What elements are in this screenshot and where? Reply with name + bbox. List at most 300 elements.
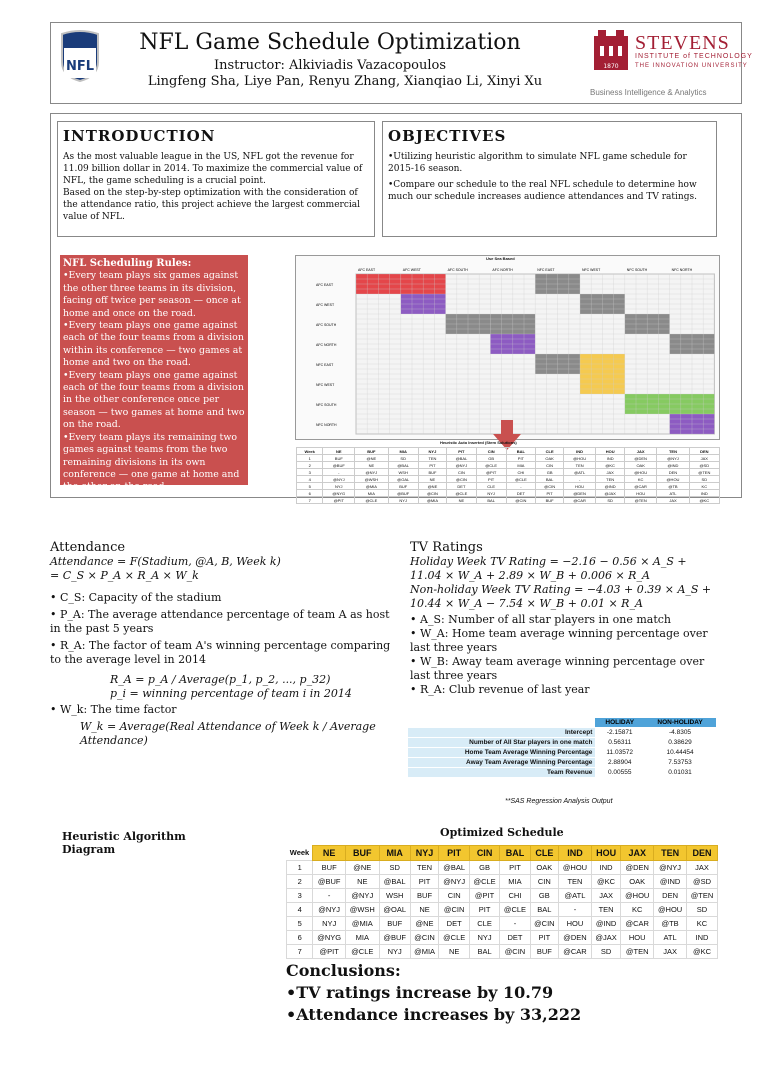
table-cell: @MIA xyxy=(355,483,388,490)
table-cell: @IND xyxy=(596,483,625,490)
program-name: Business Intelligence & Analytics xyxy=(590,88,707,97)
table-cell: @PIT xyxy=(313,945,345,959)
table-cell: TEN xyxy=(559,875,592,889)
table-cell: 0.56311 xyxy=(595,738,644,748)
table-cell: NYJ xyxy=(323,483,355,490)
schedule-header: CIN xyxy=(469,846,499,861)
table-cell: BAL xyxy=(536,476,564,483)
table-cell: Away Team Average Winning Percentage xyxy=(408,758,595,768)
table-cell: @BUF xyxy=(388,490,418,497)
table-cell: BAL xyxy=(469,945,499,959)
table-row xyxy=(297,476,720,483)
table-cell: MIA xyxy=(500,875,530,889)
table-cell: CIN xyxy=(439,889,469,903)
table-cell: @HOU xyxy=(559,861,592,875)
regression-header: NON-HOLIDAY xyxy=(644,718,716,728)
nfl-logo-text: NFL xyxy=(65,59,95,74)
authors: Lingfeng Sha, Liye Pan, Renyu Zhang, Xianqiao Li, Xinyi Xu xyxy=(147,74,543,89)
table-cell: OAK xyxy=(621,875,654,889)
table-row xyxy=(408,758,716,768)
table-cell: WSH xyxy=(379,889,410,903)
table-cell: @KC xyxy=(687,945,718,959)
rule-3: •Every team plays one game against each of the four teams from a division in the other conference once per season — two games at home and two on the road. xyxy=(63,369,245,431)
table-cell: BUF xyxy=(530,945,558,959)
table-cell: 0.38629 xyxy=(644,738,716,748)
table-cell: @CLE xyxy=(476,462,506,469)
table-cell: TEN xyxy=(410,861,439,875)
table-cell: @CLE xyxy=(500,903,530,917)
schedule-header: HOU xyxy=(591,846,620,861)
table-cell: @MIA xyxy=(410,945,439,959)
table-row xyxy=(408,768,716,778)
table-cell: @KC xyxy=(596,462,625,469)
conclusions xyxy=(286,960,581,1026)
table-cell: @SD xyxy=(689,462,719,469)
table-cell: @CIN xyxy=(418,490,446,497)
table-cell: BUF xyxy=(313,861,345,875)
table-cell: @JAX xyxy=(591,931,620,945)
table-cell: NE xyxy=(410,903,439,917)
table-cell: @NYG xyxy=(313,931,345,945)
rules-heading: NFL Scheduling Rules: xyxy=(63,258,192,269)
small-schedule-header: IND xyxy=(563,448,595,455)
table-cell: 2 xyxy=(297,462,323,469)
table-cell: OAK xyxy=(536,455,564,462)
table-cell: 7 xyxy=(287,945,313,959)
table-cell: NYJ xyxy=(388,497,418,504)
table-cell: BUF xyxy=(536,497,564,504)
matrix-grid xyxy=(296,256,721,441)
table-row xyxy=(408,728,716,738)
table-cell: MIA xyxy=(506,462,536,469)
table-cell: @CLE xyxy=(506,476,536,483)
matrix-row-label: AFC NORTH xyxy=(316,343,337,347)
table-cell: GB xyxy=(469,861,499,875)
regression-table xyxy=(408,718,716,778)
table-cell: @NYJ xyxy=(345,889,379,903)
schedule-header: BUF xyxy=(345,846,379,861)
table-cell: JAX xyxy=(657,497,689,504)
table-cell: @NYJ xyxy=(323,476,355,483)
tv-b3: • W_B: Away team average winning percentage over last three years xyxy=(410,655,705,682)
table-cell: @NYG xyxy=(323,490,355,497)
regression-caption: **SAS Regression Analysis Output xyxy=(505,798,613,805)
table-cell: 7.53753 xyxy=(644,758,716,768)
schedule-header: PIT xyxy=(439,846,469,861)
table-row xyxy=(287,875,718,889)
table-cell: IND xyxy=(596,455,625,462)
table-cell: PIT xyxy=(506,455,536,462)
table-cell: - xyxy=(563,476,595,483)
table-cell: @KC xyxy=(689,497,719,504)
table-cell: @CIN xyxy=(439,903,469,917)
table-cell: 1 xyxy=(297,455,323,462)
table-cell: DET xyxy=(500,931,530,945)
table-cell: 4 xyxy=(297,476,323,483)
table-cell: GB xyxy=(536,469,564,476)
table-cell: @IND xyxy=(654,875,687,889)
table-cell: @IND xyxy=(657,462,689,469)
matrix-row-label: AFC WEST xyxy=(316,303,335,307)
table-cell: ATL xyxy=(654,931,687,945)
table-cell: @HOU xyxy=(625,469,657,476)
matrix-group-label: AFC NORTH xyxy=(492,268,513,272)
table-cell: NE xyxy=(345,875,379,889)
table-cell: @NE xyxy=(355,455,388,462)
schedule-header: JAX xyxy=(621,846,654,861)
table-row xyxy=(287,931,718,945)
table-cell: KC xyxy=(625,476,657,483)
small-schedule-title: Heuristic Auto Inserted (Stem Solutions) xyxy=(440,440,517,445)
table-cell: MIA xyxy=(345,931,379,945)
attendance-b2: • P_A: The average attendance percentage of team A as host in the past 5 years xyxy=(50,608,390,635)
table-cell: NYJ xyxy=(476,490,506,497)
attendance-b1: • C_S: Capacity of the stadium xyxy=(50,591,222,604)
table-cell: @NE xyxy=(410,917,439,931)
table-row xyxy=(297,490,720,497)
table-cell: @WSH xyxy=(345,903,379,917)
table-cell: @CIN xyxy=(447,476,477,483)
table-cell: 3 xyxy=(287,889,313,903)
heuristic-heading: Heuristic Algorithm Diagram xyxy=(62,830,186,856)
regression-header: HOLIDAY xyxy=(595,718,644,728)
table-cell: 6 xyxy=(297,490,323,497)
table-cell: IND xyxy=(591,861,620,875)
table-cell: @CAR xyxy=(559,945,592,959)
attendance-section xyxy=(50,540,395,748)
matrix-row-label: NFC WEST xyxy=(316,383,335,387)
down-arrow-icon xyxy=(493,420,521,450)
schedule-header: TEN xyxy=(654,846,687,861)
table-cell: @PIT xyxy=(323,497,355,504)
table-cell: SD xyxy=(591,945,620,959)
small-schedule-header: NYJ xyxy=(418,448,446,455)
schedule-header: IND xyxy=(559,846,592,861)
schedule-header: MIA xyxy=(379,846,410,861)
conclusion-1: •TV ratings increase by 10.79 xyxy=(286,983,554,1002)
table-cell: CHI xyxy=(506,469,536,476)
matrix-row-label: NFC SOUTH xyxy=(316,403,337,407)
table-cell: - xyxy=(323,469,355,476)
table-cell: OAK xyxy=(625,462,657,469)
objectives-box xyxy=(382,121,717,237)
table-cell: @HOU xyxy=(654,903,687,917)
table-cell: @BUF xyxy=(313,875,345,889)
table-cell: @OAL xyxy=(379,903,410,917)
introduction-box xyxy=(57,121,375,237)
table-row xyxy=(287,945,718,959)
table-cell: @JAX xyxy=(596,490,625,497)
table-cell: JAX xyxy=(591,889,620,903)
table-cell: NE xyxy=(447,497,477,504)
table-cell: @NE xyxy=(345,861,379,875)
table-cell: HOU xyxy=(621,931,654,945)
attendance-eq4: p_i = winning percentage of team i in 2014 xyxy=(110,687,352,700)
small-schedule-header: NE xyxy=(323,448,355,455)
table-cell: IND xyxy=(689,490,719,497)
schedule-header: DEN xyxy=(687,846,718,861)
table-cell: Number of All Star players in one match xyxy=(408,738,595,748)
attendance-eq3: R_A = p_A / Average(p_1, p_2, ..., p_32) xyxy=(110,673,331,686)
introduction-p1: As the most valuable league in the US, NFL got the revenue for 11.09 billion dollar in 2014. To maximize the commercial value of NFL, the game scheduling is a crucial point. xyxy=(63,152,363,186)
table-cell: ATL xyxy=(657,490,689,497)
table-cell: BAL xyxy=(530,903,558,917)
table-cell: @BUF xyxy=(379,931,410,945)
table-cell: @ATL xyxy=(559,889,592,903)
table-cell: @OAL xyxy=(388,476,418,483)
table-cell: @MIA xyxy=(345,917,379,931)
table-cell: JAX xyxy=(596,469,625,476)
table-cell: @TEN xyxy=(689,469,719,476)
table-cell: @WSH xyxy=(355,476,388,483)
small-schedule-header: BAL xyxy=(506,448,536,455)
table-cell: @DEN xyxy=(563,490,595,497)
matrix-group-label: NFC WEST xyxy=(582,268,601,272)
table-cell: SD xyxy=(687,903,718,917)
table-cell: BUF xyxy=(388,483,418,490)
regression-header xyxy=(408,718,595,728)
small-schedule-header: DEN xyxy=(689,448,719,455)
table-cell: CIN xyxy=(530,875,558,889)
table-cell: CLE xyxy=(469,917,499,931)
small-schedule-header: Week xyxy=(297,448,323,455)
table-cell: NYJ xyxy=(313,917,345,931)
table-cell: -2.15871 xyxy=(595,728,644,738)
table-cell: PIT xyxy=(536,490,564,497)
table-cell: @NE xyxy=(418,483,446,490)
table-cell: - xyxy=(500,917,530,931)
matrix-group-label: NFC SOUTH xyxy=(626,268,648,272)
table-cell: KC xyxy=(689,483,719,490)
table-cell: JAX xyxy=(654,945,687,959)
table-cell: @CAR xyxy=(621,917,654,931)
matrix-row-label: NFC NORTH xyxy=(316,423,337,427)
table-cell: @KC xyxy=(591,875,620,889)
table-cell: HOU xyxy=(559,917,592,931)
table-cell: 2 xyxy=(287,875,313,889)
table-cell: @TB xyxy=(654,917,687,931)
table-cell: @CAR xyxy=(563,497,595,504)
table-cell: DET xyxy=(439,917,469,931)
table-cell: @PIT xyxy=(469,889,499,903)
table-cell: @DEN xyxy=(621,861,654,875)
table-cell: Team Revenue xyxy=(408,768,595,778)
schedule-header: NYJ xyxy=(410,846,439,861)
optimized-schedule-table xyxy=(286,845,718,959)
table-cell: @CIN xyxy=(500,945,530,959)
table-cell: @TEN xyxy=(625,497,657,504)
table-cell: @BAL xyxy=(388,462,418,469)
table-cell: - xyxy=(313,889,345,903)
table-cell: @NYJ xyxy=(355,469,388,476)
table-cell: @BAL xyxy=(379,875,410,889)
tv-b1: • A_S: Number of all star players in one match xyxy=(410,613,671,626)
table-cell: @DEN xyxy=(625,455,657,462)
table-cell: NYJ xyxy=(469,931,499,945)
table-cell: @CAR xyxy=(625,483,657,490)
table-cell: BUF xyxy=(410,889,439,903)
university-tag: THE INNOVATION UNIVERSITY xyxy=(635,63,748,69)
table-cell: SD xyxy=(379,861,410,875)
attendance-eq2: = C_S × P_A × R_A × W_k xyxy=(50,569,199,582)
table-cell: 11.03572 xyxy=(595,748,644,758)
table-row xyxy=(408,748,716,758)
table-cell: @DEN xyxy=(559,931,592,945)
table-cell: @CIN xyxy=(536,483,564,490)
table-row xyxy=(297,455,720,462)
small-schedule-header: CLE xyxy=(536,448,564,455)
small-schedule-header: JAX xyxy=(625,448,657,455)
matrix-group-label: AFC SOUTH xyxy=(447,268,468,272)
table-cell: Intercept xyxy=(408,728,595,738)
table-cell: @HOU xyxy=(657,476,689,483)
table-cell: @HOU xyxy=(563,455,595,462)
introduction-heading: INTRODUCTION xyxy=(63,127,216,145)
introduction-p2: Based on the step-by-step optimization with the consideration of the attendance ratio, this project achieve the largest commercial value of NFL. xyxy=(63,188,360,222)
small-schedule-header: HOU xyxy=(596,448,625,455)
small-schedule-header: PIT xyxy=(447,448,477,455)
matrix-row-label: NFC EAST xyxy=(316,363,334,367)
table-cell: GB xyxy=(530,889,558,903)
table-cell: SD xyxy=(689,476,719,483)
table-cell: HOU xyxy=(625,490,657,497)
table-cell: 5 xyxy=(297,483,323,490)
table-cell: 10.44454 xyxy=(644,748,716,758)
table-cell: DEN xyxy=(654,889,687,903)
table-cell: @IND xyxy=(591,917,620,931)
table-cell: OAK xyxy=(530,861,558,875)
table-cell: @TB xyxy=(657,483,689,490)
attendance-eq1: Attendance = F(Stadium, @A, B, Week k) xyxy=(50,555,281,568)
table-cell: PIT xyxy=(410,875,439,889)
table-cell: @NYJ xyxy=(439,875,469,889)
table-cell: 2.88904 xyxy=(595,758,644,768)
tv-b4: • R_A: Club revenue of last year xyxy=(410,683,590,696)
table-cell: BAL xyxy=(476,497,506,504)
university-name: STEVENS xyxy=(635,32,730,54)
table-cell: NYJ xyxy=(379,945,410,959)
table-cell: HOU xyxy=(563,483,595,490)
rule-2: •Every team plays one game against each of the four teams from a division within its conference — two games at home and two on the road. xyxy=(63,320,244,369)
table-cell: PIT xyxy=(469,903,499,917)
table-cell: CIN xyxy=(447,469,477,476)
matrix-group-label: AFC EAST xyxy=(358,268,376,272)
table-row xyxy=(287,861,718,875)
table-cell: @CIN xyxy=(506,497,536,504)
table-row xyxy=(287,889,718,903)
schedule-matrix xyxy=(295,255,720,440)
conclusions-heading: Conclusions: xyxy=(286,961,401,980)
table-cell: PIT xyxy=(500,861,530,875)
table-cell: GB xyxy=(476,455,506,462)
table-cell: @CLE xyxy=(345,945,379,959)
small-schedule-header: TEN xyxy=(657,448,689,455)
tv-eq1: Holiday Week TV Rating = −2.16 − 0.56 × A_S + 11.04 × W_A + 2.89 × W_B + 0.006 × R_A xyxy=(410,555,687,582)
table-cell: @CIN xyxy=(410,931,439,945)
conclusion-2: •Attendance increases by 33,222 xyxy=(286,1005,582,1024)
table-cell: PIT xyxy=(476,476,506,483)
tv-b2: • W_A: Home team average winning percentage over last three years xyxy=(410,627,708,654)
schedule-header: CLE xyxy=(530,846,558,861)
page-title: NFL Game Schedule Optimization xyxy=(139,30,521,55)
schedule-header: Week xyxy=(287,846,313,861)
matrix-group-label: NFC EAST xyxy=(537,268,555,272)
table-cell: @TEN xyxy=(621,945,654,959)
table-row xyxy=(408,738,716,748)
table-cell: @PIT xyxy=(476,469,506,476)
attendance-b3: • R_A: The factor of team A's winning percentage comparing to the average level in 2014 xyxy=(50,639,391,666)
matrix-row-label: AFC SOUTH xyxy=(316,323,337,327)
table-cell: TEN xyxy=(596,476,625,483)
table-row xyxy=(287,917,718,931)
table-cell: 1 xyxy=(287,861,313,875)
schedule-header: BAL xyxy=(500,846,530,861)
table-cell: TEN xyxy=(591,903,620,917)
attendance-b4: • W_k: The time factor xyxy=(50,703,177,716)
table-cell: JAX xyxy=(687,861,718,875)
table-cell: @HOU xyxy=(621,889,654,903)
table-cell: DET xyxy=(506,490,536,497)
matrix-group-label: AFC WEST xyxy=(402,268,421,272)
table-cell: @NYJ xyxy=(447,462,477,469)
objectives-b1: •Utilizing heuristic algorithm to simulate NFL game schedule for 2015-16 season. xyxy=(388,152,687,174)
table-cell: TEN xyxy=(418,455,446,462)
university-sub: INSTITUTE of TECHNOLOGY xyxy=(635,53,753,60)
table-cell: @NYJ xyxy=(657,455,689,462)
table-cell: DEN xyxy=(657,469,689,476)
table-cell: @TEN xyxy=(687,889,718,903)
table-cell: JAX xyxy=(689,455,719,462)
nfl-logo xyxy=(58,28,102,82)
table-cell: @NYJ xyxy=(313,903,345,917)
table-cell: WSH xyxy=(388,469,418,476)
small-schedule-header: BUF xyxy=(355,448,388,455)
table-cell: -4.8305 xyxy=(644,728,716,738)
table-row xyxy=(297,462,720,469)
table-cell: 0.01031 xyxy=(644,768,716,778)
small-schedule-table xyxy=(296,447,720,504)
table-cell: @NYJ xyxy=(654,861,687,875)
table-cell: IND xyxy=(687,931,718,945)
matrix-row-label: AFC EAST xyxy=(316,283,334,287)
stevens-seal xyxy=(592,28,630,74)
table-cell: 6 xyxy=(287,931,313,945)
table-cell: SD xyxy=(388,455,418,462)
rule-4: •Every team plays its remaining two games against teams from the two remaining divisions in its own conference — one game at home and the other on the road. xyxy=(63,431,240,493)
schedule-header: NE xyxy=(313,846,345,861)
table-cell: @MIA xyxy=(418,497,446,504)
matrix-title: Use Sea Based xyxy=(486,256,515,261)
seal-year: 1870 xyxy=(603,63,619,70)
table-row xyxy=(297,497,720,504)
table-cell: 3 xyxy=(297,469,323,476)
table-cell: @BUF xyxy=(323,462,355,469)
table-cell: PIT xyxy=(530,931,558,945)
table-cell: NE xyxy=(418,476,446,483)
attendance-heading: Attendance xyxy=(50,540,126,555)
scheduling-rules xyxy=(60,255,248,493)
table-cell: - xyxy=(559,903,592,917)
table-cell: @CLE xyxy=(447,490,477,497)
tv-section xyxy=(410,540,720,697)
table-cell: MIA xyxy=(355,490,388,497)
table-cell: PIT xyxy=(418,462,446,469)
attendance-eq5: W_k = Average(Real Attendance of Week k / Average Attendance) xyxy=(80,720,376,747)
table-cell: 5 xyxy=(287,917,313,931)
table-cell: TEN xyxy=(563,462,595,469)
table-cell: CLE xyxy=(476,483,506,490)
table-cell: KC xyxy=(687,917,718,931)
